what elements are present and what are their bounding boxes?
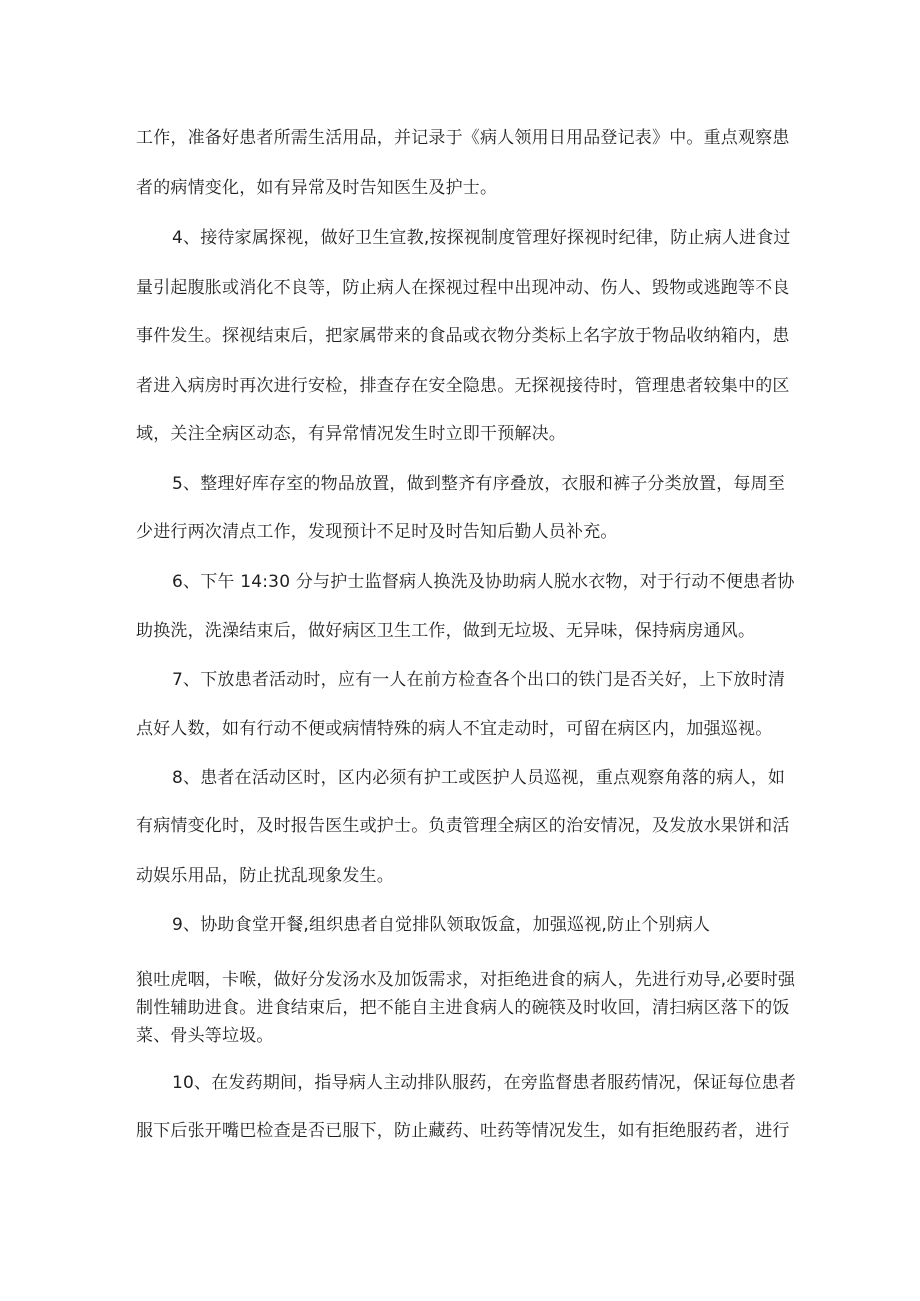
paragraph-9-start: 9、协助食堂开餐,组织患者自觉排队领取饭盒，加强巡视,防止个别病人 — [172, 915, 711, 935]
text-line: 域，关注全病区动态，有异常情况发生时立即干预解决。 — [136, 424, 566, 444]
text-line: 工作，准备好患者所需生活用品，并记录于《病人领用日用品登记表》中。重点观察患 — [136, 128, 790, 148]
text-line: 者进入病房时再次进行安检，排查存在安全隐患。无探视接待时，管理患者较集中的区 — [136, 376, 790, 396]
text-line: 助换洗，洗澡结束后，做好病区卫生工作，做到无垃圾、无异味，保持病房通风。 — [136, 621, 756, 641]
text-line: 狼吐虎咽，卡喉，做好分发汤水及加饭需求，对拒绝进食的病人，先进行劝导,必要时强 — [136, 970, 796, 990]
text-line: 点好人数，如有行动不便或病情特殊的病人不宜走动时，可留在病区内，加强巡视。 — [136, 719, 773, 739]
paragraph-10-start: 10、在发药期间，指导病人主动排队服药，在旁监督患者服药情况，保证每位患者 — [172, 1073, 797, 1093]
text-line: 制性辅助进食。进食结束后，把不能自主进食病人的碗筷及时收回，清扫病区落下的饭 — [136, 998, 790, 1018]
text-line: 菜、骨头等垃圾。 — [136, 1026, 274, 1046]
text-line: 者的病情变化，如有异常及时告知医生及护士。 — [136, 178, 498, 198]
text-line: 少进行两次清点工作，发现预计不足时及时告知后勤人员补充。 — [136, 522, 618, 542]
paragraph-8-start: 8、患者在活动区时，区内必须有护工或医护人员巡视，重点观察角落的病人，如 — [172, 768, 786, 788]
text-line: 动娱乐用品，防止扰乱现象发生。 — [136, 866, 394, 886]
text-line: 量引起腹胀或消化不良等，防止病人在探视过程中出现冲动、伤人、毁物或逃跑等不良 — [136, 278, 790, 298]
paragraph-7-start: 7、下放患者活动时，应有一人在前方检查各个出口的铁门是否关好，上下放时清 — [172, 670, 786, 690]
paragraph-4-start: 4、接待家属探视，做好卫生宣教,按探视制度管理好探视时纪律，防止病人进食过 — [172, 228, 791, 248]
text-line: 事件发生。探视结束后，把家属带来的食品或衣物分类标上名字放于物品收纳箱内，患 — [136, 326, 790, 346]
text-line: 有病情变化时，及时报告医生或护士。负责管理全病区的治安情况，及发放水果饼和活 — [136, 816, 790, 836]
paragraph-5-start: 5、整理好库存室的物品放置，做到整齐有序叠放，衣服和裤子分类放置，每周至 — [172, 474, 786, 494]
text-line: 服下后张开嘴巴检查是否已服下，防止藏药、吐药等情况发生，如有拒绝服药者，进行 — [136, 1121, 790, 1141]
paragraph-6-start: 6、下午 14:30 分与护士监督病人换洗及协助病人脱水衣物，对于行动不便患者协 — [172, 572, 795, 592]
